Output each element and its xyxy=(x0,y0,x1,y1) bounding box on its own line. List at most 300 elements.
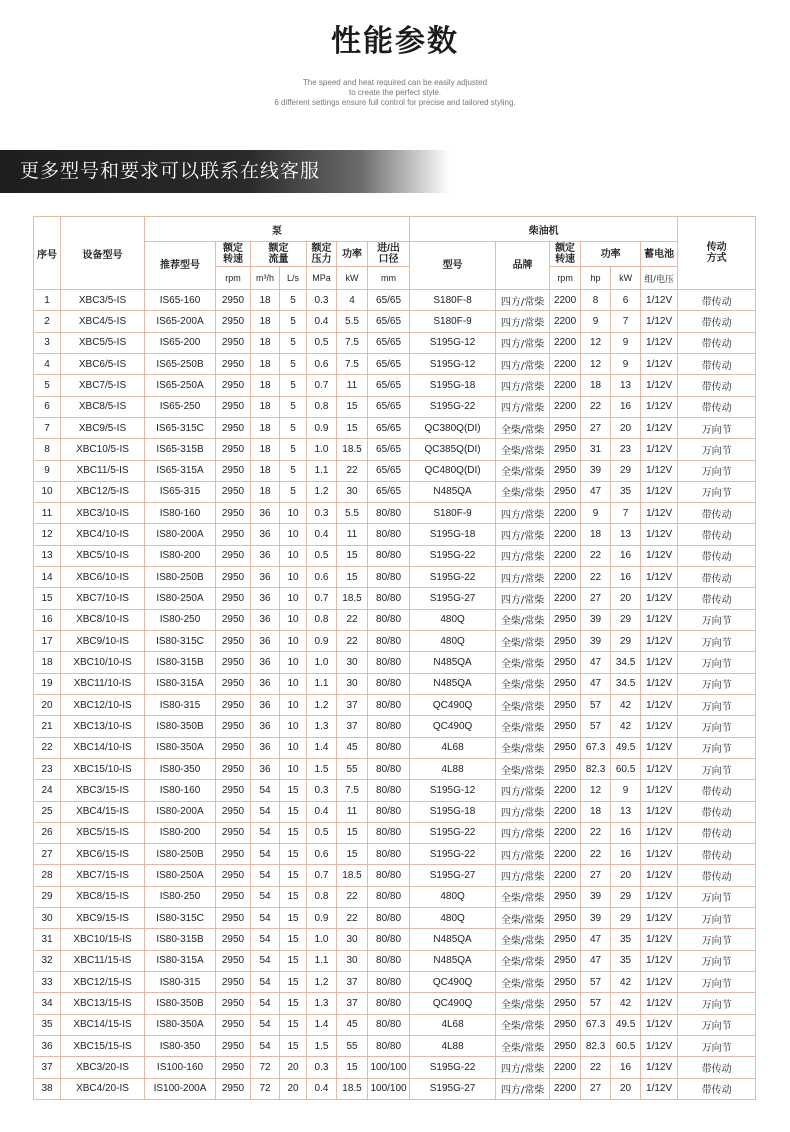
table-cell: IS80-200A xyxy=(145,524,216,545)
table-cell: 1/12V xyxy=(641,396,678,417)
table-cell: 65/65 xyxy=(368,290,410,311)
table-cell: 15 xyxy=(34,588,61,609)
table-cell: QC385Q(DI) xyxy=(410,439,496,460)
table-row xyxy=(34,780,756,801)
table-cell: 全柴/常柴 xyxy=(496,716,550,737)
table-cell: QC490Q xyxy=(410,993,496,1014)
table-cell: 全柴/常柴 xyxy=(496,950,550,971)
table-cell: 带传动 xyxy=(678,375,756,396)
table-cell: 5 xyxy=(280,460,307,481)
table-cell: 全柴/常柴 xyxy=(496,694,550,715)
header-speed: 额定 转速 xyxy=(216,242,251,267)
table-cell: XBC10/15-IS xyxy=(61,929,145,950)
table-cell: 36 xyxy=(251,758,280,779)
table-cell: IS80-350A xyxy=(145,1014,216,1035)
table-cell: 带传动 xyxy=(678,524,756,545)
table-cell: 36 xyxy=(251,524,280,545)
table-cell: 1/12V xyxy=(641,1014,678,1035)
table-cell: 全柴/常柴 xyxy=(496,908,550,929)
table-cell: 2200 xyxy=(550,332,581,353)
table-cell: 1/12V xyxy=(641,311,678,332)
table-cell: 36 xyxy=(251,652,280,673)
table-cell: 2950 xyxy=(216,673,251,694)
table-cell: 29 xyxy=(611,908,641,929)
table-cell: 15 xyxy=(280,780,307,801)
table-cell: 39 xyxy=(581,908,611,929)
table-cell: XBC10/10-IS xyxy=(61,652,145,673)
table-cell: 20 xyxy=(611,417,641,438)
table-cell: S195G-27 xyxy=(410,588,496,609)
table-cell: 2950 xyxy=(550,652,581,673)
table-cell: IS80-315B xyxy=(145,652,216,673)
table-cell: 11 xyxy=(34,503,61,524)
table-cell: 四方/常柴 xyxy=(496,1078,550,1099)
table-cell: 7 xyxy=(611,503,641,524)
table-cell: XBC6/10-IS xyxy=(61,567,145,588)
table-cell: 2200 xyxy=(550,865,581,886)
table-cell: 12 xyxy=(34,524,61,545)
table-cell: 1/12V xyxy=(641,993,678,1014)
table-cell: IS80-350B xyxy=(145,993,216,1014)
table-row xyxy=(34,1014,756,1035)
table-cell: 9 xyxy=(581,503,611,524)
table-cell: 14 xyxy=(34,567,61,588)
table-cell: 15 xyxy=(280,822,307,843)
table-cell: 2200 xyxy=(550,567,581,588)
table-cell: 四方/常柴 xyxy=(496,396,550,417)
table-cell: QC490Q xyxy=(410,972,496,993)
table-cell: 54 xyxy=(251,822,280,843)
table-cell: 22 xyxy=(581,545,611,566)
table-cell: XBC9/10-IS xyxy=(61,631,145,652)
table-cell: IS65-250 xyxy=(145,396,216,417)
table-cell: IS65-160 xyxy=(145,290,216,311)
table-cell: 22 xyxy=(581,822,611,843)
table-cell: IS80-160 xyxy=(145,503,216,524)
table-cell: 5 xyxy=(280,481,307,502)
table-cell: XBC9/5-IS xyxy=(61,417,145,438)
table-cell: 全柴/常柴 xyxy=(496,481,550,502)
table-cell: 20 xyxy=(34,694,61,715)
table-cell: 四方/常柴 xyxy=(496,844,550,865)
unit-cell: rpm xyxy=(216,267,251,290)
table-cell: 18.5 xyxy=(337,865,368,886)
table-cell: 万向节 xyxy=(678,417,756,438)
table-cell: 四方/常柴 xyxy=(496,588,550,609)
table-cell: IS80-200 xyxy=(145,545,216,566)
table-cell: 80/80 xyxy=(368,972,410,993)
table-cell: 42 xyxy=(611,716,641,737)
table-cell: 10 xyxy=(280,503,307,524)
table-cell: 2950 xyxy=(216,758,251,779)
table-cell: 2950 xyxy=(216,716,251,737)
table-cell: 全柴/常柴 xyxy=(496,631,550,652)
table-cell: 5.5 xyxy=(337,311,368,332)
table-cell: IS65-250A xyxy=(145,375,216,396)
table-cell: 2950 xyxy=(550,972,581,993)
table-row xyxy=(34,1078,756,1099)
unit-cell: MPa xyxy=(307,267,337,290)
table-row xyxy=(34,396,756,417)
table-cell: 2950 xyxy=(216,1078,251,1099)
table-cell: 2200 xyxy=(550,290,581,311)
table-cell: S195G-18 xyxy=(410,524,496,545)
table-cell: IS80-250 xyxy=(145,609,216,630)
table-cell: 18 xyxy=(251,460,280,481)
table-cell: 全柴/常柴 xyxy=(496,1035,550,1056)
table-cell: 11 xyxy=(337,375,368,396)
table-cell: 1/12V xyxy=(641,844,678,865)
table-cell: 45 xyxy=(337,1014,368,1035)
table-cell: 1/12V xyxy=(641,375,678,396)
table-cell: 1.0 xyxy=(307,439,337,460)
header-pump-group: 泵 xyxy=(145,217,410,242)
table-cell: 16 xyxy=(611,822,641,843)
table-cell: 13 xyxy=(611,375,641,396)
table-cell: 2950 xyxy=(216,481,251,502)
table-cell: 26 xyxy=(34,822,61,843)
table-cell: 47 xyxy=(581,950,611,971)
table-cell: 1/12V xyxy=(641,567,678,588)
table-cell: 1/12V xyxy=(641,886,678,907)
table-cell: 1.3 xyxy=(307,716,337,737)
table-cell: 67.3 xyxy=(581,737,611,758)
table-cell: 1.1 xyxy=(307,673,337,694)
table-cell: S195G-22 xyxy=(410,822,496,843)
table-cell: 38 xyxy=(34,1078,61,1099)
table-cell: 全柴/常柴 xyxy=(496,758,550,779)
table-cell: 80/80 xyxy=(368,844,410,865)
table-cell: S195G-12 xyxy=(410,780,496,801)
table-cell: 3 xyxy=(34,332,61,353)
table-cell: 36 xyxy=(251,673,280,694)
table-cell: N485QA xyxy=(410,673,496,694)
table-cell: 39 xyxy=(581,631,611,652)
table-cell: 54 xyxy=(251,929,280,950)
table-cell: 2950 xyxy=(216,844,251,865)
table-cell: 54 xyxy=(251,886,280,907)
header-power: 功率 xyxy=(337,242,368,267)
table-cell: 万向节 xyxy=(678,673,756,694)
table-cell: XBC4/10-IS xyxy=(61,524,145,545)
table-cell: S195G-22 xyxy=(410,396,496,417)
table-cell: 2950 xyxy=(550,737,581,758)
table-cell: 1.2 xyxy=(307,972,337,993)
table-cell: 万向节 xyxy=(678,758,756,779)
table-cell: 1/12V xyxy=(641,1035,678,1056)
table-cell: 1/12V xyxy=(641,737,678,758)
table-cell: 80/80 xyxy=(368,503,410,524)
table-cell: 82.3 xyxy=(581,758,611,779)
table-cell: 21 xyxy=(34,716,61,737)
table-cell: 80/80 xyxy=(368,673,410,694)
table-cell: 带传动 xyxy=(678,332,756,353)
table-cell: 55 xyxy=(337,1035,368,1056)
table-cell: 37 xyxy=(34,1057,61,1078)
table-cell: 10 xyxy=(280,567,307,588)
table-cell: 57 xyxy=(581,716,611,737)
table-row xyxy=(34,1035,756,1056)
table-cell: 47 xyxy=(581,929,611,950)
table-cell: 0.9 xyxy=(307,417,337,438)
unit-cell: kW xyxy=(337,267,368,290)
table-cell: XBC5/10-IS xyxy=(61,545,145,566)
table-cell: 20 xyxy=(280,1078,307,1099)
table-cell: 35 xyxy=(611,929,641,950)
table-cell: 10 xyxy=(280,694,307,715)
table-cell: 7 xyxy=(611,311,641,332)
table-cell: 0.8 xyxy=(307,886,337,907)
table-cell: 2200 xyxy=(550,1057,581,1078)
table-cell: 带传动 xyxy=(678,780,756,801)
table-cell: 2950 xyxy=(216,588,251,609)
table-cell: 5 xyxy=(280,311,307,332)
table-cell: 65/65 xyxy=(368,332,410,353)
table-cell: 四方/常柴 xyxy=(496,545,550,566)
table-cell: 2950 xyxy=(216,950,251,971)
table-cell: 2200 xyxy=(550,844,581,865)
table-cell: S195G-22 xyxy=(410,545,496,566)
table-cell: 12 xyxy=(581,353,611,374)
table-cell: 1/12V xyxy=(641,1057,678,1078)
table-row xyxy=(34,1057,756,1078)
header-pressure: 额定 压力 xyxy=(307,242,337,267)
table-cell: 8 xyxy=(581,290,611,311)
table-cell: 57 xyxy=(581,694,611,715)
table-cell: 80/80 xyxy=(368,886,410,907)
table-cell: IS80-315 xyxy=(145,972,216,993)
table-cell: 18.5 xyxy=(337,588,368,609)
table-cell: 80/80 xyxy=(368,567,410,588)
table-cell: 2950 xyxy=(216,524,251,545)
table-cell: IS80-315B xyxy=(145,929,216,950)
header-model: 设备型号 xyxy=(61,217,145,290)
table-cell: IS65-315 xyxy=(145,481,216,502)
table-cell: 80/80 xyxy=(368,716,410,737)
table-cell: 18 xyxy=(581,801,611,822)
table-cell: 36 xyxy=(251,737,280,758)
table-row xyxy=(34,567,756,588)
header-battery: 蓄电池 xyxy=(641,242,678,267)
table-cell: XBC15/15-IS xyxy=(61,1035,145,1056)
table-cell: XBC7/5-IS xyxy=(61,375,145,396)
table-cell: IS80-250A xyxy=(145,588,216,609)
table-row xyxy=(34,716,756,737)
spec-table xyxy=(33,216,756,1100)
table-cell: 16 xyxy=(611,1057,641,1078)
header-engine-group: 柴油机 xyxy=(410,217,678,242)
table-cell: 36 xyxy=(251,716,280,737)
table-cell: 2200 xyxy=(550,503,581,524)
table-cell: S195G-22 xyxy=(410,1057,496,1078)
table-cell: 16 xyxy=(611,545,641,566)
header-brand: 品牌 xyxy=(496,242,550,290)
table-cell: XBC14/15-IS xyxy=(61,1014,145,1035)
table-cell: 0.3 xyxy=(307,503,337,524)
table-cell: 80/80 xyxy=(368,929,410,950)
table-cell: 27 xyxy=(581,1078,611,1099)
table-cell: N485QA xyxy=(410,950,496,971)
table-cell: 16 xyxy=(611,396,641,417)
table-cell: 23 xyxy=(34,758,61,779)
table-cell: XBC3/20-IS xyxy=(61,1057,145,1078)
table-cell: S180F-8 xyxy=(410,290,496,311)
table-cell: 49.5 xyxy=(611,737,641,758)
table-cell: 32 xyxy=(34,950,61,971)
table-cell: 1/12V xyxy=(641,524,678,545)
table-cell: 80/80 xyxy=(368,822,410,843)
table-cell: 2950 xyxy=(216,929,251,950)
unit-cell: L/s xyxy=(280,267,307,290)
table-cell: 2950 xyxy=(216,290,251,311)
table-cell: 80/80 xyxy=(368,545,410,566)
table-cell: 1.5 xyxy=(307,1035,337,1056)
table-cell: S195G-12 xyxy=(410,353,496,374)
table-cell: 1/12V xyxy=(641,801,678,822)
subtitle-line: to create the perfect style. xyxy=(348,88,442,97)
table-cell: IS80-200 xyxy=(145,822,216,843)
table-cell: 9 xyxy=(611,332,641,353)
table-cell: 36 xyxy=(251,609,280,630)
table-cell: 18.5 xyxy=(337,439,368,460)
table-cell: 1 xyxy=(34,290,61,311)
table-cell: 7.5 xyxy=(337,353,368,374)
table-cell: XBC4/20-IS xyxy=(61,1078,145,1099)
table-cell: 54 xyxy=(251,780,280,801)
table-cell: 2950 xyxy=(216,694,251,715)
table-cell: 2950 xyxy=(216,652,251,673)
table-cell: 1/12V xyxy=(641,439,678,460)
table-cell: 10 xyxy=(280,673,307,694)
table-cell: S195G-18 xyxy=(410,801,496,822)
table-body xyxy=(34,290,756,1100)
table-cell: 万向节 xyxy=(678,950,756,971)
table-cell: 18 xyxy=(251,439,280,460)
table-cell: 1.1 xyxy=(307,950,337,971)
table-cell: 0.4 xyxy=(307,1078,337,1099)
table-cell: XBC3/15-IS xyxy=(61,780,145,801)
table-cell: 全柴/常柴 xyxy=(496,439,550,460)
table-cell: 1/12V xyxy=(641,716,678,737)
table-cell: XBC12/5-IS xyxy=(61,481,145,502)
table-cell: 29 xyxy=(611,460,641,481)
table-cell: 全柴/常柴 xyxy=(496,460,550,481)
table-row xyxy=(34,822,756,843)
table-cell: 80/80 xyxy=(368,758,410,779)
table-cell: 80/80 xyxy=(368,780,410,801)
table-cell: 全柴/常柴 xyxy=(496,417,550,438)
table-cell: 80/80 xyxy=(368,801,410,822)
table-row xyxy=(34,801,756,822)
table-cell: IS80-250A xyxy=(145,865,216,886)
table-cell: IS65-250B xyxy=(145,353,216,374)
table-cell: 15 xyxy=(280,844,307,865)
table-cell: 1/12V xyxy=(641,652,678,673)
table-cell: 2200 xyxy=(550,375,581,396)
header-pump-model: 推荐型号 xyxy=(145,242,216,290)
table-cell: 11 xyxy=(337,801,368,822)
table-cell: IS80-315A xyxy=(145,673,216,694)
table-cell: 20 xyxy=(611,1078,641,1099)
table-cell: 1/12V xyxy=(641,631,678,652)
table-cell: 万向节 xyxy=(678,439,756,460)
table-cell: 2950 xyxy=(216,631,251,652)
table-cell: 1.2 xyxy=(307,481,337,502)
table-cell: 2950 xyxy=(550,886,581,907)
table-cell: 四方/常柴 xyxy=(496,353,550,374)
table-row xyxy=(34,417,756,438)
table-cell: 30 xyxy=(337,673,368,694)
table-cell: XBC3/5-IS xyxy=(61,290,145,311)
table-cell: 2950 xyxy=(550,673,581,694)
table-cell: 1/12V xyxy=(641,673,678,694)
table-cell: 80/80 xyxy=(368,865,410,886)
page-title: 性能参数 xyxy=(331,24,459,59)
header-port: 进/出 口径 xyxy=(368,242,410,267)
table-cell: 万向节 xyxy=(678,609,756,630)
table-cell: 1.1 xyxy=(307,460,337,481)
table-cell: 54 xyxy=(251,908,280,929)
table-cell: 1/12V xyxy=(641,460,678,481)
table-cell: 34.5 xyxy=(611,652,641,673)
header-engine-speed: 额定 转速 xyxy=(550,242,581,267)
table-cell: 10 xyxy=(280,524,307,545)
table-cell: 2200 xyxy=(550,545,581,566)
table-cell: XBC12/15-IS xyxy=(61,972,145,993)
table-cell: 15 xyxy=(280,886,307,907)
table-cell: 22 xyxy=(337,886,368,907)
table-cell: 37 xyxy=(337,972,368,993)
table-cell: 带传动 xyxy=(678,311,756,332)
table-cell: 2200 xyxy=(550,1078,581,1099)
unit-cell: rpm xyxy=(550,267,581,290)
table-cell: 四方/常柴 xyxy=(496,375,550,396)
header-seq: 序号 xyxy=(34,217,61,290)
table-cell: 带传动 xyxy=(678,545,756,566)
table-cell: 万向节 xyxy=(678,737,756,758)
spec-table-wrapper xyxy=(33,216,755,1100)
table-cell: 65/65 xyxy=(368,439,410,460)
table-cell: 12 xyxy=(581,780,611,801)
table-cell: IS65-315C xyxy=(145,417,216,438)
table-cell: 5 xyxy=(34,375,61,396)
table-cell: 0.5 xyxy=(307,822,337,843)
table-cell: IS80-250 xyxy=(145,886,216,907)
table-cell: 1/12V xyxy=(641,865,678,886)
table-cell: 2950 xyxy=(550,758,581,779)
table-cell: 2950 xyxy=(216,822,251,843)
table-cell: 29 xyxy=(611,609,641,630)
table-cell: 23 xyxy=(611,439,641,460)
table-cell: 27 xyxy=(34,844,61,865)
table-cell: 2950 xyxy=(216,375,251,396)
table-cell: XBC13/15-IS xyxy=(61,993,145,1014)
table-cell: 42 xyxy=(611,993,641,1014)
table-cell: 2950 xyxy=(216,396,251,417)
table-cell: 80/80 xyxy=(368,993,410,1014)
table-cell: 18 xyxy=(251,417,280,438)
table-cell: XBC4/5-IS xyxy=(61,311,145,332)
table-cell: 10 xyxy=(280,652,307,673)
table-cell: 27 xyxy=(581,588,611,609)
table-cell: 2950 xyxy=(216,1014,251,1035)
table-cell: 4L88 xyxy=(410,1035,496,1056)
table-cell: 6 xyxy=(34,396,61,417)
table-cell: 54 xyxy=(251,972,280,993)
table-cell: 2950 xyxy=(550,1014,581,1035)
table-row xyxy=(34,886,756,907)
table-cell: 10 xyxy=(280,609,307,630)
